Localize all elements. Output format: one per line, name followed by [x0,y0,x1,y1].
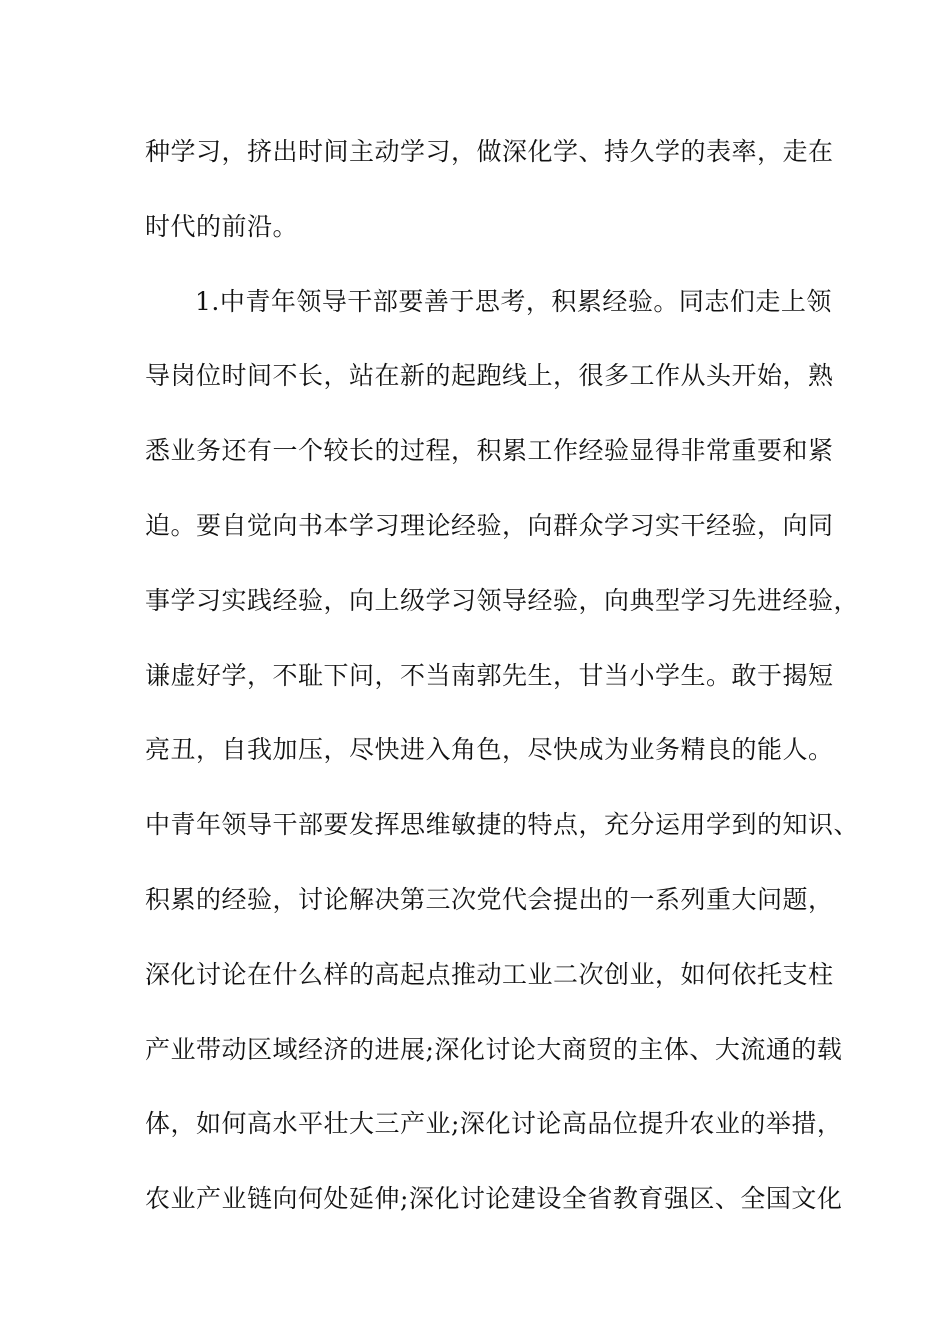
text-line: 事学习实践经验，向上级学习领导经验，向典型学习先进经验， [145,585,860,615]
text-line: 深化讨论在什么样的高起点推动工业二次创业，如何依托支柱 [145,959,834,989]
text-line: 体，如何高水平壮大三产业;深化讨论高品位提升农业的举措， [145,1109,843,1139]
text-line: 迫。要自觉向书本学习理论经验，向群众学习实干经验，向同 [145,510,834,540]
text-line: 积累的经验，讨论解决第三次党代会提出的一系列重大问题， [145,884,834,914]
text-line: 农业产业链向何处延伸;深化讨论建设全省教育强区、全国文化 [145,1184,843,1214]
text-line: 产业带动区域经济的进展;深化讨论大商贸的主体、大流通的载 [145,1034,843,1064]
text-line: 悉业务还有一个较长的过程，积累工作经验显得非常重要和紧 [145,436,834,466]
text-line: 时代的前沿。 [145,211,299,241]
text-line: 导岗位时间不长，站在新的起跑线上，很多工作从头开始，熟 [145,361,834,391]
text-line: 种学习，挤出时间主动学习，做深化学、持久学的表率，走在 [145,137,834,166]
paragraph-first-line: 1.中青年领导干部要善于思考，积累经验。同志们走上领 [195,286,832,316]
body-text [145,124,860,1246]
text-line: 中青年领导干部要发挥思维敏捷的特点，充分运用学到的知识、 [145,810,860,840]
text-line: 亮丑，自我加压，尽快进入角色，尽快成为业务精良的能人。 [145,735,834,765]
text-line: 谦虚好学，不耻下问，不当南郭先生，甘当小学生。敢于揭短 [145,660,834,690]
